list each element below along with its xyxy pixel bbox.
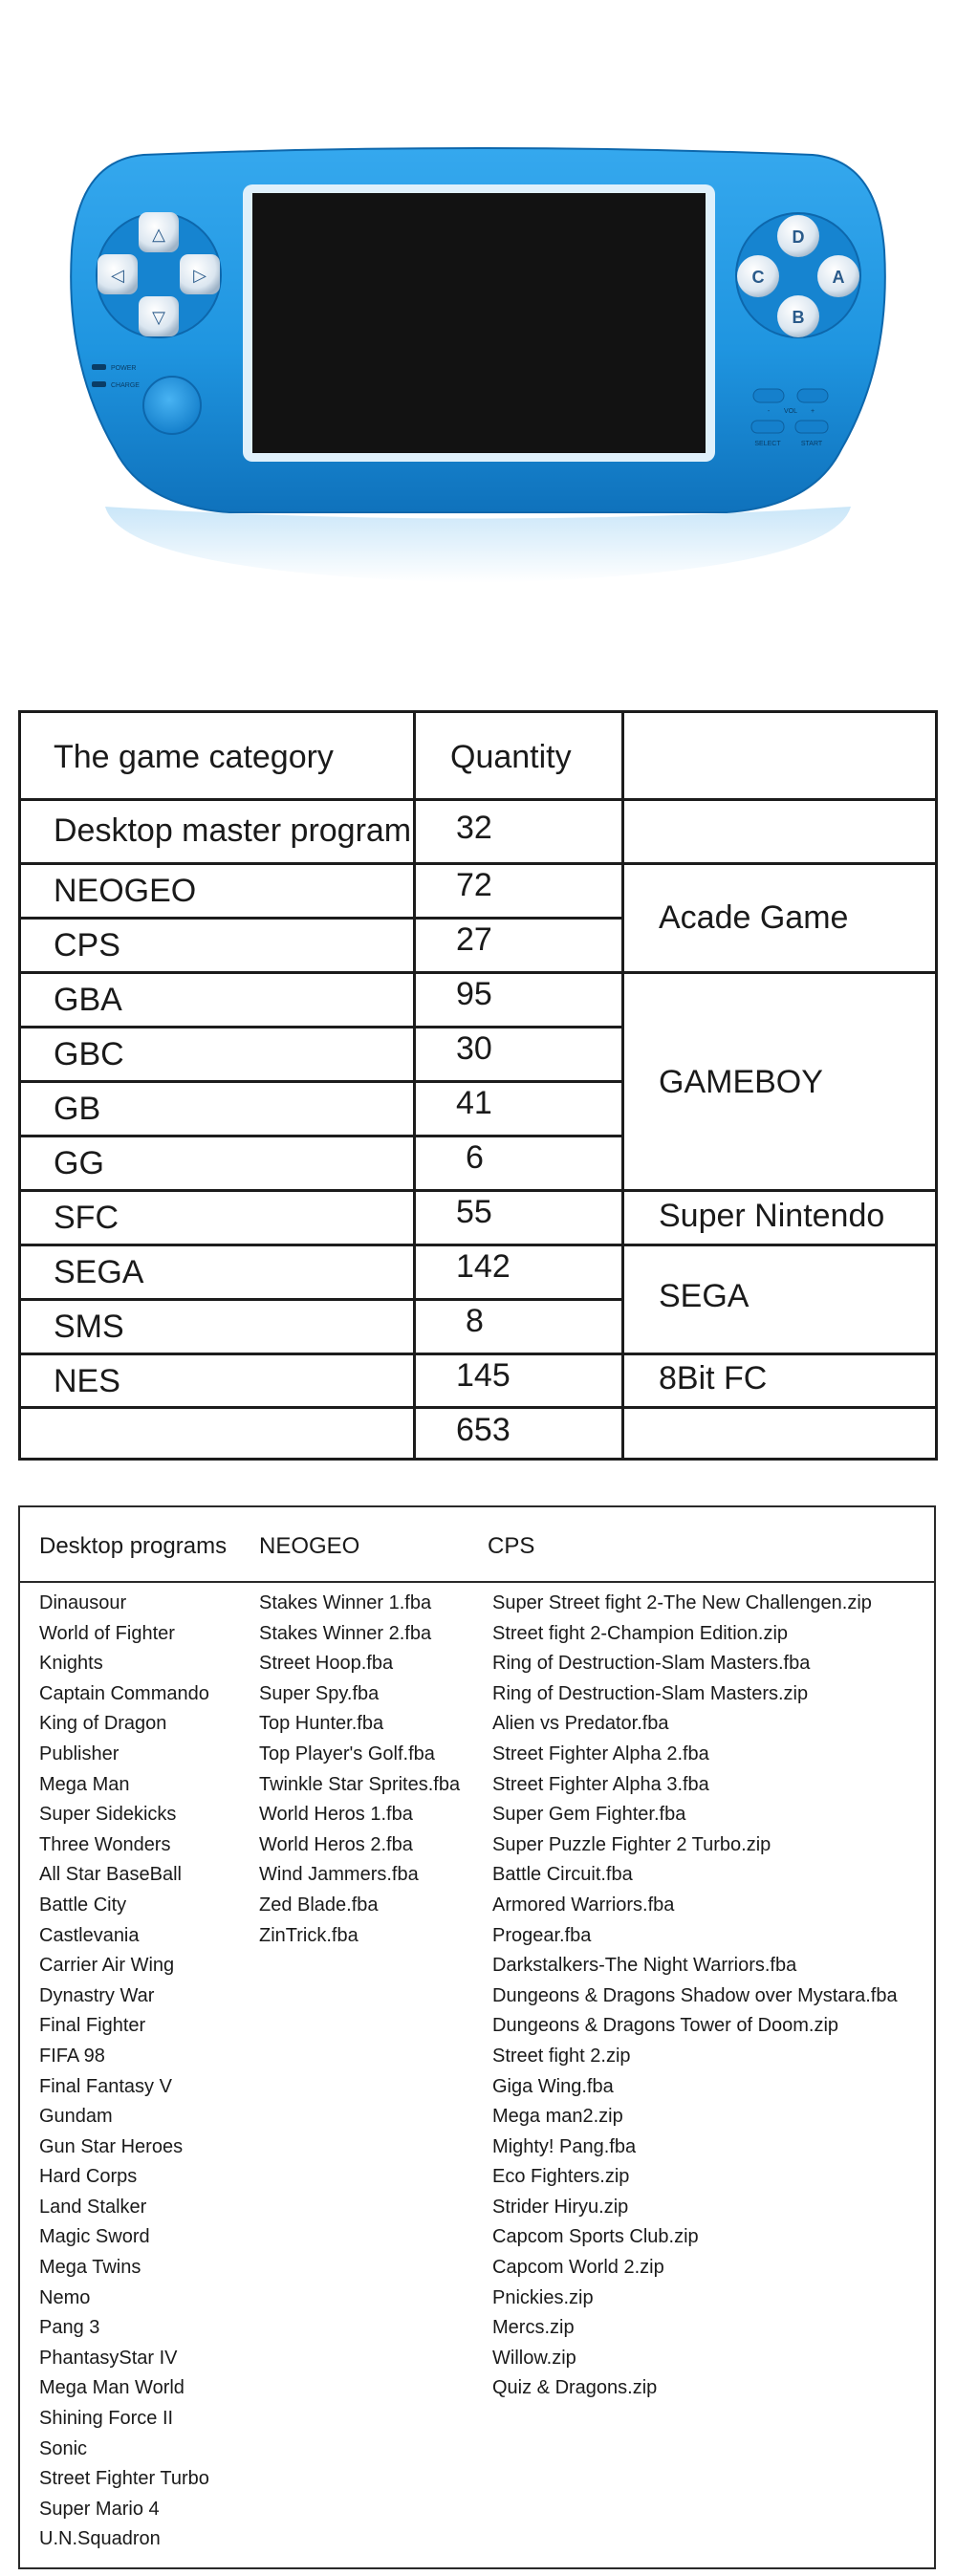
row-category: NES bbox=[54, 1363, 120, 1399]
svg-text:A: A bbox=[832, 268, 845, 287]
b-button[interactable] bbox=[777, 295, 819, 337]
list-item: Street Fighter Alpha 3.fba bbox=[492, 1773, 709, 1795]
list-item: ZinTrick.fba bbox=[259, 1924, 358, 1946]
game-list-box bbox=[18, 1505, 936, 2569]
group-divider bbox=[621, 1244, 938, 1246]
list-item: Super Sidekicks bbox=[39, 1804, 177, 1826]
column-header-desktop: Desktop programs bbox=[39, 1533, 228, 1559]
svg-text:B: B bbox=[792, 308, 805, 327]
list-item: Stakes Winner 2.fba bbox=[259, 1622, 432, 1644]
svg-text:VOL: VOL bbox=[783, 408, 798, 415]
dpad-down-button[interactable] bbox=[139, 296, 179, 336]
list-item: Strider Hiryu.zip bbox=[492, 2196, 629, 2218]
column-divider bbox=[621, 710, 624, 1461]
row-divider bbox=[18, 1026, 624, 1028]
list-item: Ring of Destruction-Slam Masters.zip bbox=[492, 1682, 809, 1704]
column-divider bbox=[413, 710, 416, 1461]
row-divider bbox=[18, 1189, 624, 1192]
list-item: Top Player's Golf.fba bbox=[259, 1743, 435, 1764]
row-divider bbox=[18, 1080, 624, 1083]
desktop-program-list bbox=[39, 1589, 209, 2555]
list-item: Nemo bbox=[39, 2286, 91, 2308]
row-divider bbox=[18, 798, 624, 801]
list-item: Battle Circuit.fba bbox=[492, 1864, 633, 1886]
list-item: Capcom World 2.zip bbox=[492, 2257, 664, 2279]
list-item: Carrier Air Wing bbox=[39, 1955, 175, 1977]
a-button[interactable] bbox=[817, 255, 859, 297]
row-category: GBC bbox=[54, 1036, 124, 1072]
list-item: Dynastry War bbox=[39, 1984, 155, 2006]
list-item: All Star BaseBall bbox=[39, 1864, 182, 1886]
list-item: Street Fighter Turbo bbox=[39, 2468, 209, 2490]
list-item: Battle City bbox=[39, 1894, 127, 1916]
list-item: Super Gem Fighter.fba bbox=[492, 1804, 686, 1826]
column-header-neogeo: NEOGEO bbox=[259, 1533, 360, 1559]
list-item: Dungeons & Dragons Tower of Doom.zip bbox=[492, 2015, 839, 2037]
row-category: CPS bbox=[54, 927, 120, 963]
header-quantity: Quantity bbox=[450, 739, 572, 775]
list-item: Mercs.zip bbox=[492, 2317, 575, 2339]
list-item: Sonic bbox=[39, 2437, 88, 2459]
table-border bbox=[18, 1458, 938, 1461]
svg-text:+: + bbox=[810, 408, 815, 415]
start-button[interactable] bbox=[795, 421, 828, 433]
d-button[interactable] bbox=[777, 215, 819, 257]
svg-text:▽: ▽ bbox=[152, 308, 165, 327]
group-divider bbox=[621, 1353, 938, 1355]
row-quantity: 95 bbox=[456, 976, 492, 1012]
svg-text:◁: ◁ bbox=[111, 266, 124, 285]
row-divider bbox=[18, 971, 624, 974]
face-buttons[interactable] bbox=[736, 213, 860, 337]
row-quantity: 142 bbox=[456, 1248, 511, 1285]
row-quantity: 30 bbox=[456, 1030, 492, 1067]
row-quantity: 41 bbox=[456, 1085, 492, 1121]
select-button[interactable] bbox=[751, 421, 784, 433]
list-item: Ring of Destruction-Slam Masters.fba bbox=[492, 1653, 811, 1675]
list-item: Publisher bbox=[39, 1743, 120, 1764]
list-item: Dungeons & Dragons Shadow over Mystara.fba bbox=[492, 1984, 898, 2006]
dpad[interactable] bbox=[97, 212, 221, 337]
list-item: Stakes Winner 1.fba bbox=[259, 1592, 432, 1613]
list-item: Mega Man World bbox=[39, 2377, 185, 2399]
row-category: GBA bbox=[54, 982, 122, 1018]
header-divider bbox=[20, 1581, 934, 1583]
c-button[interactable] bbox=[737, 255, 779, 297]
list-item: Final Fighter bbox=[39, 2015, 146, 2037]
screen bbox=[252, 193, 706, 453]
list-item: Street fight 2.zip bbox=[492, 2045, 631, 2067]
handheld-console-image bbox=[0, 0, 956, 669]
row-divider bbox=[18, 1353, 624, 1355]
group-divider bbox=[621, 971, 938, 974]
group-divider bbox=[621, 862, 938, 865]
list-item: Street Hoop.fba bbox=[259, 1653, 394, 1675]
list-item: Street Fighter Alpha 2.fba bbox=[492, 1743, 709, 1764]
group-acade-game: Acade Game bbox=[659, 899, 849, 936]
list-item: World of Fighter bbox=[39, 1622, 175, 1644]
group-gameboy: GAMEBOY bbox=[659, 1064, 823, 1100]
list-item: Mega man2.zip bbox=[492, 2106, 623, 2128]
list-item: Alien vs Predator.fba bbox=[492, 1713, 669, 1735]
row-divider bbox=[18, 1244, 624, 1246]
list-item: PhantasyStar IV bbox=[39, 2347, 178, 2369]
list-item: Armored Warriors.fba bbox=[492, 1894, 675, 1916]
list-item: Three Wonders bbox=[39, 1833, 171, 1855]
column-header-cps: CPS bbox=[488, 1533, 535, 1559]
row-quantity: 6 bbox=[466, 1139, 484, 1176]
list-item: FIFA 98 bbox=[39, 2045, 105, 2067]
group-divider bbox=[621, 1406, 938, 1409]
group-sega: SEGA bbox=[659, 1278, 750, 1314]
header-category: The game category bbox=[54, 739, 334, 775]
svg-text:△: △ bbox=[152, 225, 165, 244]
list-item: Dinausour bbox=[39, 1592, 127, 1613]
group-divider bbox=[621, 1189, 938, 1192]
list-item: Wind Jammers.fba bbox=[259, 1864, 419, 1886]
list-item: Mega Man bbox=[39, 1773, 130, 1795]
list-item: Darkstalkers-The Night Warriors.fba bbox=[492, 1955, 797, 1977]
group-super-nintendo: Super Nintendo bbox=[659, 1198, 885, 1234]
group-8bit-fc: 8Bit FC bbox=[659, 1360, 768, 1396]
list-item: Castlevania bbox=[39, 1924, 140, 1946]
table-border bbox=[18, 710, 21, 1461]
row-divider bbox=[18, 1406, 624, 1409]
list-item: Captain Commando bbox=[39, 1682, 209, 1704]
cps-game-list bbox=[492, 1589, 898, 2404]
svg-text:CHARGE: CHARGE bbox=[111, 382, 140, 389]
svg-text:POWER: POWER bbox=[111, 365, 137, 372]
row-quantity: 27 bbox=[456, 921, 492, 958]
list-item: Mega Twins bbox=[39, 2257, 141, 2279]
list-item: Capcom Sports Club.zip bbox=[492, 2226, 699, 2248]
total-quantity: 653 bbox=[456, 1412, 511, 1448]
list-item: King of Dragon bbox=[39, 1713, 167, 1735]
svg-text:-: - bbox=[767, 408, 771, 415]
list-item: Giga Wing.fba bbox=[492, 2075, 614, 2097]
row-category: NEOGEO bbox=[54, 873, 197, 909]
list-item: U.N.Squadron bbox=[39, 2528, 161, 2550]
row-category: GB bbox=[54, 1091, 101, 1127]
game-category-table bbox=[18, 710, 938, 1461]
row-quantity: 72 bbox=[456, 867, 492, 903]
row-quantity: 32 bbox=[456, 810, 492, 846]
list-item: Progear.fba bbox=[492, 1924, 592, 1946]
row-category: Desktop master program bbox=[54, 812, 412, 849]
list-item: Hard Corps bbox=[39, 2166, 138, 2188]
list-item: Street fight 2-Champion Edition.zip bbox=[492, 1622, 789, 1644]
group-divider bbox=[621, 798, 938, 801]
dpad-right-button[interactable] bbox=[180, 254, 220, 294]
list-item: Shining Force II bbox=[39, 2408, 174, 2430]
list-item: Final Fantasy V bbox=[39, 2075, 172, 2097]
list-item: Pang 3 bbox=[39, 2317, 100, 2339]
list-item: Twinkle Star Sprites.fba bbox=[259, 1773, 461, 1795]
svg-text:▷: ▷ bbox=[193, 266, 206, 285]
table-border bbox=[935, 710, 938, 1461]
list-item: Mighty! Pang.fba bbox=[492, 2135, 637, 2157]
list-item: Quiz & Dragons.zip bbox=[492, 2377, 658, 2399]
list-item: Super Puzzle Fighter 2 Turbo.zip bbox=[492, 1833, 771, 1855]
row-quantity: 8 bbox=[466, 1303, 484, 1339]
list-item: World Heros 1.fba bbox=[259, 1804, 413, 1826]
row-category: SFC bbox=[54, 1200, 119, 1236]
list-item: Super Spy.fba bbox=[259, 1682, 380, 1704]
list-item: Magic Sword bbox=[39, 2226, 150, 2248]
volume-up-button[interactable] bbox=[797, 389, 828, 402]
dpad-up-button[interactable] bbox=[139, 212, 179, 252]
row-category: SMS bbox=[54, 1309, 124, 1345]
list-item: Land Stalker bbox=[39, 2196, 147, 2218]
list-item: Eco Fighters.zip bbox=[492, 2166, 630, 2188]
row-divider bbox=[18, 1135, 624, 1137]
list-item: Super Street fight 2-The New Challengen.zip bbox=[492, 1592, 872, 1613]
list-item: Pnickies.zip bbox=[492, 2286, 594, 2308]
row-category: SEGA bbox=[54, 1254, 144, 1290]
analog-stick[interactable] bbox=[143, 377, 201, 434]
list-item: Top Hunter.fba bbox=[259, 1713, 384, 1735]
list-item: Super Mario 4 bbox=[39, 2498, 160, 2520]
row-category: GG bbox=[54, 1145, 104, 1181]
table-border bbox=[18, 710, 938, 713]
svg-text:C: C bbox=[751, 268, 765, 287]
svg-text:SELECT: SELECT bbox=[754, 441, 781, 447]
list-item: World Heros 2.fba bbox=[259, 1833, 413, 1855]
neogeo-game-list bbox=[259, 1589, 460, 1951]
list-item: Gundam bbox=[39, 2106, 113, 2128]
list-item: Gun Star Heroes bbox=[39, 2135, 184, 2157]
svg-text:D: D bbox=[792, 227, 805, 247]
row-quantity: 145 bbox=[456, 1357, 511, 1394]
row-divider bbox=[18, 917, 624, 920]
list-item: Willow.zip bbox=[492, 2347, 576, 2369]
row-divider bbox=[18, 862, 624, 865]
row-divider bbox=[18, 1298, 624, 1301]
list-item: Knights bbox=[39, 1653, 103, 1675]
list-item: Zed Blade.fba bbox=[259, 1894, 379, 1916]
dpad-left-button[interactable] bbox=[98, 254, 138, 294]
svg-text:START: START bbox=[800, 441, 823, 447]
row-quantity: 55 bbox=[456, 1194, 492, 1230]
volume-down-button[interactable] bbox=[753, 389, 784, 402]
